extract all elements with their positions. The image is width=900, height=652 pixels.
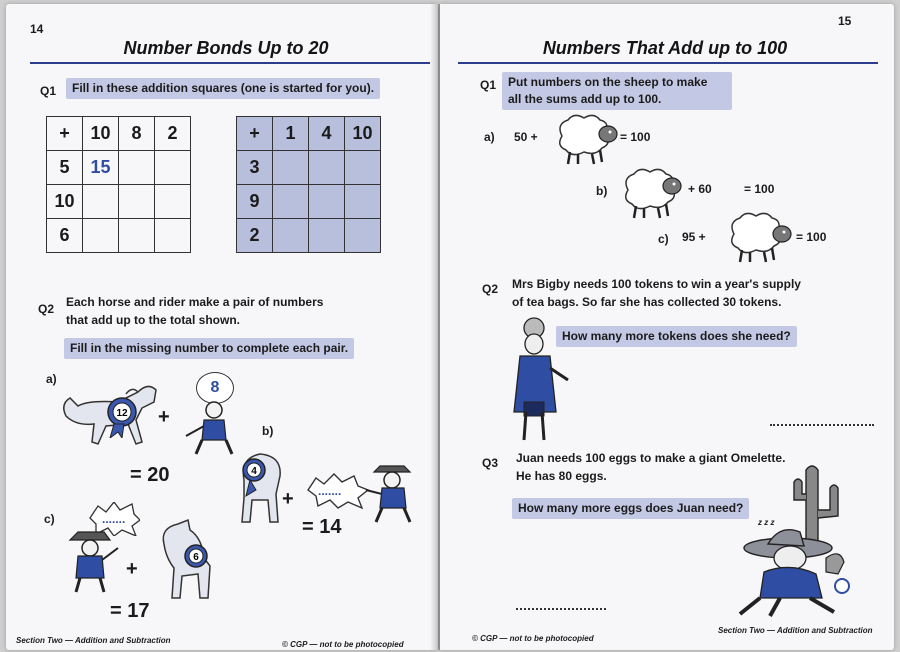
right-page	[440, 4, 894, 650]
q2-number: Q2	[482, 282, 499, 296]
q2b-total: = 14	[302, 516, 342, 538]
footer-section: Section Two — Addition and Subtraction	[718, 626, 873, 635]
grid-a-top-3: 2	[155, 117, 191, 151]
title-underline	[30, 62, 430, 64]
q2c-label: c)	[44, 512, 55, 526]
grid-a-cell[interactable]	[119, 151, 155, 185]
grid-a-left-3: 6	[47, 219, 83, 253]
q2-instruction: Fill in the missing number to complete each pair.	[64, 338, 354, 359]
sheep-c-icon[interactable]	[724, 208, 796, 264]
grid-b-cell[interactable]	[273, 185, 309, 219]
cowboy-icon	[364, 460, 420, 524]
grid-b-left-1: 3	[237, 151, 273, 185]
q3-text-line2: He has 80 eggs.	[516, 469, 607, 483]
sleeping-juan-icon	[730, 518, 860, 618]
q2-text-line1: Mrs Bigby needs 100 tokens to win a year's supply	[512, 277, 801, 291]
q1-instruction: Fill in these addition squares (one is started for you).	[66, 78, 380, 99]
grid-b-left-2: 9	[237, 185, 273, 219]
q2a-label: a)	[46, 372, 57, 386]
grid-b-cell[interactable]	[309, 185, 345, 219]
cowboy-c-icon	[62, 528, 120, 594]
footer-copyright: © CGP — not to be photocopied	[472, 634, 594, 643]
footer-copyright: © CGP — not to be photocopied	[282, 640, 404, 649]
q1-number: Q1	[480, 78, 497, 92]
q1a-before: 50 +	[514, 130, 538, 144]
grid-a-cell[interactable]	[155, 185, 191, 219]
grid-a-cell[interactable]	[119, 185, 155, 219]
grid-a-cell[interactable]	[155, 151, 191, 185]
grid-b-corner: +	[237, 117, 273, 151]
grid-b-cell[interactable]	[309, 219, 345, 253]
q2c-total: = 17	[110, 600, 150, 622]
grid-b-top-3: 10	[345, 117, 381, 151]
grid-a-top-2: 8	[119, 117, 155, 151]
q3-answer-line[interactable]	[516, 608, 606, 610]
q2b-plus: +	[282, 488, 294, 510]
page-title: Number Bonds Up to 20	[123, 38, 329, 58]
q2c-rider-blank[interactable]: .......	[102, 512, 126, 526]
q1-instruction	[502, 72, 732, 110]
grid-a-cell[interactable]: 15	[83, 151, 119, 185]
snore-text: z z z	[758, 518, 775, 527]
rosette-icon	[104, 396, 140, 438]
addition-square-b	[236, 116, 381, 253]
footer-section: Section Two — Addition and Subtraction	[16, 636, 171, 645]
grid-a-left-2: 10	[47, 185, 83, 219]
q1b-after-number: + 60	[688, 182, 712, 196]
q1a-label: a)	[484, 130, 495, 144]
page-number: 15	[838, 14, 852, 28]
q2-text-line1: Each horse and rider make a pair of numbers	[66, 295, 324, 309]
q2b-rider-blank[interactable]: .......	[318, 484, 342, 498]
q1c-after: = 100	[796, 230, 827, 244]
sheep-b-icon[interactable]	[618, 164, 686, 222]
q2-text-line2: of tea bags. So far she has collected 30 tokens.	[512, 295, 782, 309]
q2-number: Q2	[38, 302, 55, 316]
grid-a-cell[interactable]	[83, 219, 119, 253]
horse-b-number: 4	[251, 466, 257, 477]
grid-a-cell[interactable]	[119, 219, 155, 253]
grid-b-cell[interactable]	[345, 185, 381, 219]
q2-answer-line[interactable]	[770, 424, 874, 426]
horse-a-number: 12	[116, 408, 128, 419]
q1b-label: b)	[596, 184, 608, 198]
grid-b-top-1: 1	[273, 117, 309, 151]
q1-number: Q1	[40, 84, 57, 98]
grid-a-cell[interactable]	[83, 185, 119, 219]
horse-c-number: 6	[193, 552, 199, 563]
horse-c-icon	[154, 518, 234, 602]
q2b-label: b)	[262, 424, 274, 438]
q1-instruction-line2: all the sums add up to 100.	[508, 92, 662, 106]
q1c-label: c)	[658, 232, 669, 246]
rider-icon	[182, 400, 236, 456]
title-underline	[458, 62, 878, 64]
q3-text-line1: Juan needs 100 eggs to make a giant Omelette.	[516, 451, 786, 465]
grid-a-left-1: 5	[47, 151, 83, 185]
q1b-after: = 100	[744, 182, 775, 196]
q1-instruction-line1: Put numbers on the sheep to make	[508, 75, 708, 89]
q2c-plus: +	[126, 558, 138, 580]
grid-a-corner: +	[47, 117, 83, 151]
q1c-before: 95 +	[682, 230, 706, 244]
q2a-rider-bubble[interactable]: 8	[196, 372, 234, 404]
addition-square-a	[46, 116, 191, 253]
grid-b-left-3: 2	[237, 219, 273, 253]
q2-text-line2: that add up to the total shown.	[66, 313, 240, 327]
q3-number: Q3	[482, 456, 499, 470]
grid-b-cell[interactable]	[273, 219, 309, 253]
page-number: 14	[30, 22, 44, 36]
q2a-total: = 20	[130, 464, 170, 486]
q1a-after: = 100	[620, 130, 651, 144]
sheep-a-icon[interactable]	[552, 112, 620, 166]
q2-question: How many more tokens does she need?	[556, 326, 797, 347]
grid-a-cell[interactable]	[155, 219, 191, 253]
left-page	[6, 4, 438, 650]
q2a-plus: +	[158, 406, 170, 428]
page-title: Numbers That Add up to 100	[542, 38, 788, 58]
grid-b-top-2: 4	[309, 117, 345, 151]
grid-b-cell[interactable]	[273, 151, 309, 185]
grid-b-cell[interactable]	[345, 151, 381, 185]
grid-a-top-1: 10	[83, 117, 119, 151]
grid-b-cell[interactable]	[309, 151, 345, 185]
q3-question: How many more eggs does Juan need?	[512, 498, 749, 519]
grid-b-cell[interactable]	[345, 219, 381, 253]
